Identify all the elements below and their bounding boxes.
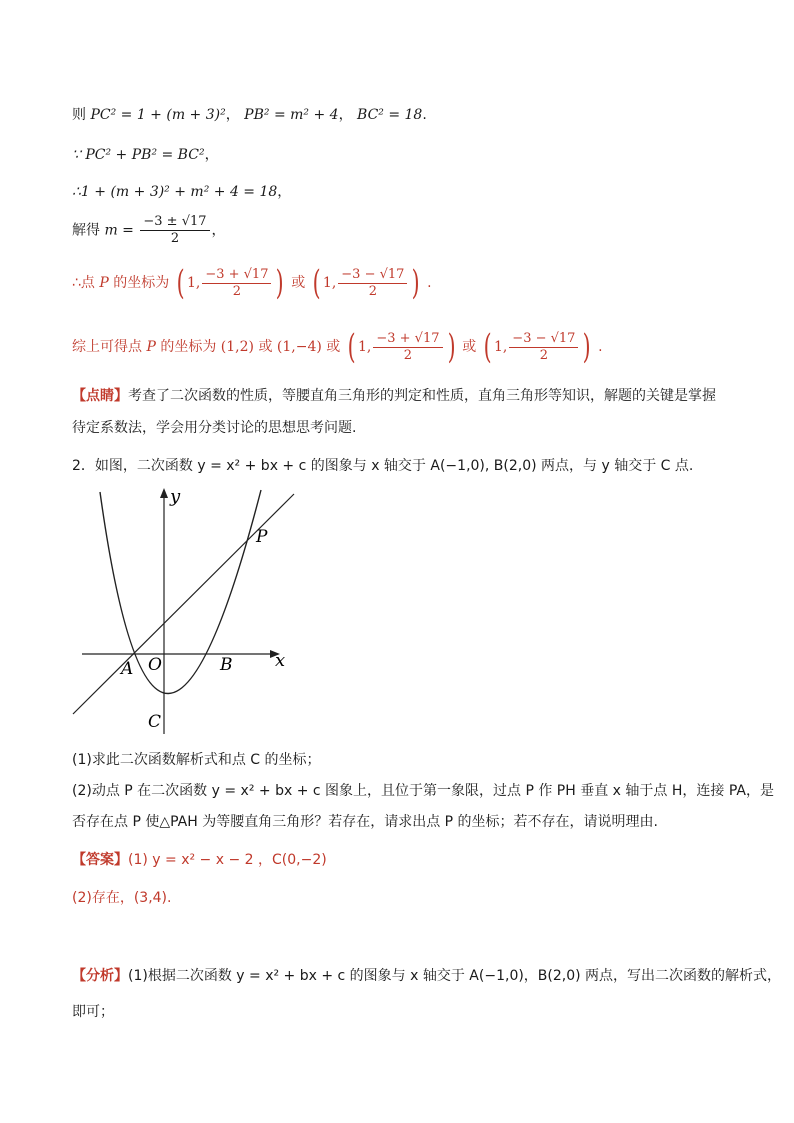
fraction-denominator: 2 [232, 283, 242, 299]
right-paren: ) [276, 263, 285, 303]
answer-2: (2)存在，(3,4). [72, 890, 172, 906]
answer-1: (1) y = x² − x − 2 ，C(0,−2) [128, 852, 327, 868]
text-or: 或 [462, 339, 477, 355]
coord-b: (1,−4) [276, 339, 322, 355]
answer-tag: 【答案】 [72, 852, 128, 868]
fraction-numerator: −3 − √17 [338, 267, 407, 284]
label-x: x [275, 650, 286, 671]
eq-pc2: PC² = 1 + (m + 3)² [90, 107, 226, 123]
text-prefix: 则 [72, 107, 86, 123]
eq-bc2: BC² = 18 [357, 107, 423, 123]
sep: ， [338, 107, 353, 123]
text-prefix: ∴点 [72, 275, 95, 291]
analysis-line-2 [72, 1002, 114, 1022]
text-mid: 的坐标为 [113, 275, 170, 291]
var-m: m = [104, 222, 134, 239]
comment-text: 待定系数法，学会用分类讨论的思想思考问题. [72, 420, 357, 436]
period: . [427, 275, 432, 291]
coord-x: 1, [357, 339, 372, 355]
fraction-denominator: 2 [170, 231, 180, 246]
analysis-tag: 【分析】 [72, 968, 128, 984]
sub-question-1 [72, 750, 321, 770]
line-equation [72, 182, 291, 202]
answer-line-2 [72, 888, 171, 908]
fraction-numerator: −3 ± √17 [140, 214, 209, 231]
fraction-denominator: 2 [539, 347, 549, 363]
right-paren: ) [583, 327, 592, 367]
comma: ， [211, 222, 226, 239]
label-b: B [220, 655, 233, 675]
sub-question-2-line-2 [72, 812, 658, 832]
left-paren: ( [312, 263, 321, 303]
parabola-graph [68, 486, 298, 736]
fraction-numerator: −3 − √17 [509, 331, 578, 348]
label-y: y [170, 486, 181, 507]
fraction-y1 [373, 331, 442, 364]
fraction-numerator: −3 + √17 [202, 267, 271, 284]
text-solve: 解得 [72, 222, 100, 239]
text-or: 或 [258, 339, 273, 355]
coord-x: 1, [186, 275, 201, 291]
comment-line-2 [72, 418, 356, 438]
analysis-line-1 [72, 966, 781, 986]
fraction-denominator: 2 [368, 283, 377, 299]
label-a: A [121, 659, 134, 679]
right-paren: ) [412, 263, 421, 303]
left-paren: ( [347, 327, 356, 367]
label-c: C [148, 712, 162, 732]
line-solve-m [72, 214, 226, 247]
text-or: 或 [326, 339, 341, 355]
sub-question-text: (1)求此二次函数解析式和点 C 的坐标； [72, 752, 321, 768]
sep: ， [225, 107, 240, 123]
line-summary [72, 327, 603, 367]
fraction-y2 [509, 331, 578, 364]
fraction-y2 [338, 267, 407, 300]
analysis-text: 即可； [72, 1004, 114, 1020]
analysis-text: (1)根据二次函数 y = x² + bx + c 的图象与 x 轴交于 A(−1,0)，B(2,0) 两点，写出二次函数的解析式， [128, 968, 782, 984]
fraction-denominator: 2 [403, 347, 413, 363]
comma: ， [204, 147, 219, 163]
comment-tag: 【点睛】 [72, 388, 128, 404]
sub-question-2-line-1 [72, 781, 774, 801]
left-paren: ( [483, 327, 492, 367]
comma: ， [277, 184, 292, 200]
label-o: O [148, 655, 162, 675]
point-p: P [99, 275, 109, 291]
sub-question-text: (2)动点 P 在二次函数 y = x² + bx + c 图象上，且位于第一象限，过点 P 作 PH 垂直 x 轴于点 H，连接 PA，是 [72, 783, 774, 799]
line-point-p-coords [72, 263, 432, 303]
left-paren: ( [176, 263, 185, 303]
text-or: 或 [291, 275, 306, 291]
sub-question-text: 否存在点 P 使△PAH 为等腰直角三角形？若存在，请求出点 P 的坐标；若不存在，请说明理由. [72, 814, 659, 830]
comment-text: 考查了二次函数的性质，等腰直角三角形的判定和性质，直角三角形等知识，解题的关键是掌握 [128, 388, 716, 404]
label-p: P [256, 527, 268, 547]
answer-line-1 [72, 850, 327, 870]
fraction-y1 [202, 267, 271, 300]
coord-x: 1, [322, 275, 337, 291]
fraction-numerator: −3 + √17 [373, 331, 442, 348]
point-p: P [146, 339, 156, 355]
period: . [598, 339, 603, 355]
eq-substituted: ∴1 + (m + 3)² + m² + 4 = 18 [72, 184, 278, 200]
right-paren: ) [447, 327, 456, 367]
question-text: 2．如图，二次函数 y = x² + bx + c 的图象与 x 轴交于 A(−1,0), B(2,0) 两点，与 y 轴交于 C 点. [72, 458, 694, 474]
comment-line-1 [72, 386, 716, 406]
line-pythagoras [72, 145, 219, 165]
text-prefix: 综上可得点 [72, 339, 142, 355]
eq-pythagoras: ∵ PC² + PB² = BC² [72, 147, 205, 163]
text-mid: 的坐标为 [160, 339, 217, 355]
y-axis-arrow [160, 488, 168, 498]
line-pc-pb-bc [72, 105, 427, 125]
coord-a: (1,2) [220, 339, 254, 355]
period: . [422, 107, 427, 123]
fraction-m [140, 214, 209, 247]
coord-x: 1, [493, 339, 508, 355]
question-2 [72, 456, 693, 476]
eq-pb2: PB² = m² + 4 [244, 107, 339, 123]
